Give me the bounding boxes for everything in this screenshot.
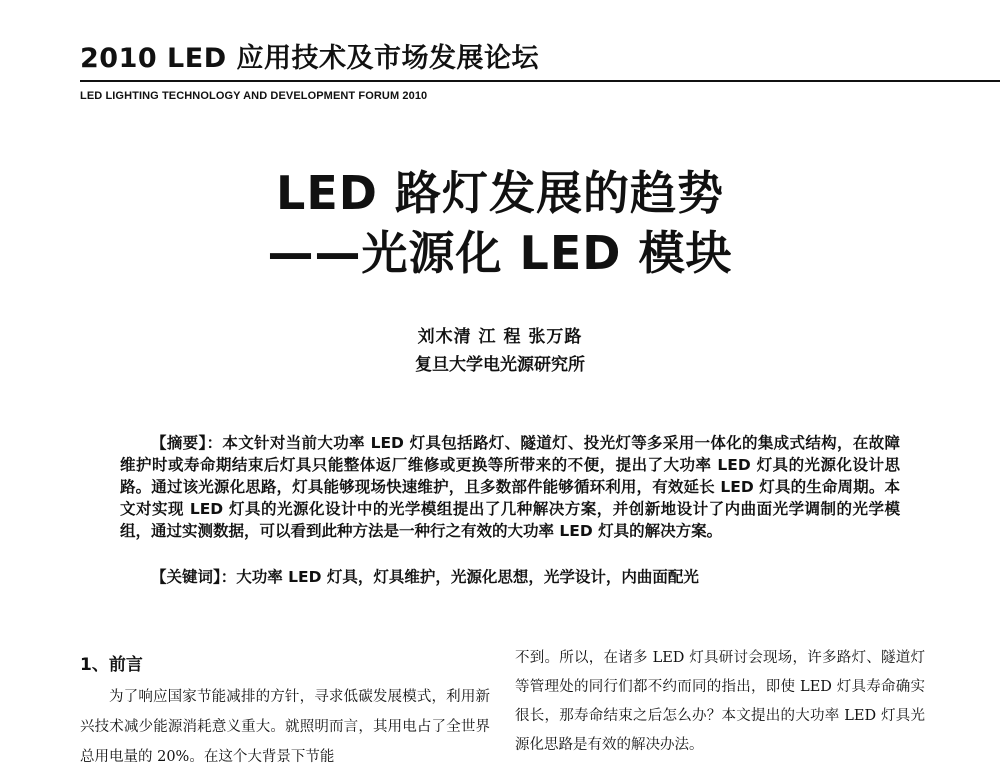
forum-title: 2010 LED 应用技术及市场发展论坛 (80, 43, 540, 74)
forum-subtitle: LED LIGHTING TECHNOLOGY AND DEVELOPMENT FORUM 2010 (80, 90, 428, 102)
affiliation: 复旦大学电光源研究所 (415, 355, 585, 375)
authors: 刘木清 江 程 张万路 (417, 327, 583, 347)
section-heading: 1、前言 (80, 655, 143, 675)
body-right-column: 不到。所以，在诸多 LED 灯具研讨会现场，许多路灯、隧道灯等管理处的同行们都不约而同的指出，即使 LED 灯具寿命确实很长，那寿命结束之后怎么办？本文提出的大功率 LED 灯具光源化思路是有效的解决办法。 (515, 650, 925, 753)
body-left-column: 为了响应国家节能减排的方针，寻求低碳发展模式，利用新兴技术减少能源消耗意义重大。就照明而言，其用电占了全世界总用电量的 20%。在这个大背景下节能 (80, 689, 490, 765)
paper-title-line1: LED 路灯发展的趋势 (276, 166, 724, 220)
header-rule (80, 80, 1000, 82)
keywords: 【关键词】：大功率 LED 灯具，灯具维护，光源化思想，光学设计，内曲面配光 (151, 568, 699, 586)
paper-title-line2: ——光源化 LED 模块 (267, 226, 733, 280)
abstract: 【摘要】：本文针对当前大功率 LED 灯具包括路灯、隧道灯、投光灯等多采用一体化的集成式结构，在故障维护时或寿命期结束后灯具只能整体返厂维修或更换等所带来的不便，提出了大功率 LED 灯具的光源化设计思路。通过该光源化思路，灯具能够现场快速维护，且多数部件能够循环利用，有效延长 LED 灯具的生命周期。本文对实现 LED 灯具的光源化设计中的光学模组提出了几种解决方案，并创新地设计了内曲面光学调制的光学模组，通过实测数据，可以看到此种方法是一种行之有效的大功率 LED 灯具的解决方案。 (120, 434, 900, 540)
